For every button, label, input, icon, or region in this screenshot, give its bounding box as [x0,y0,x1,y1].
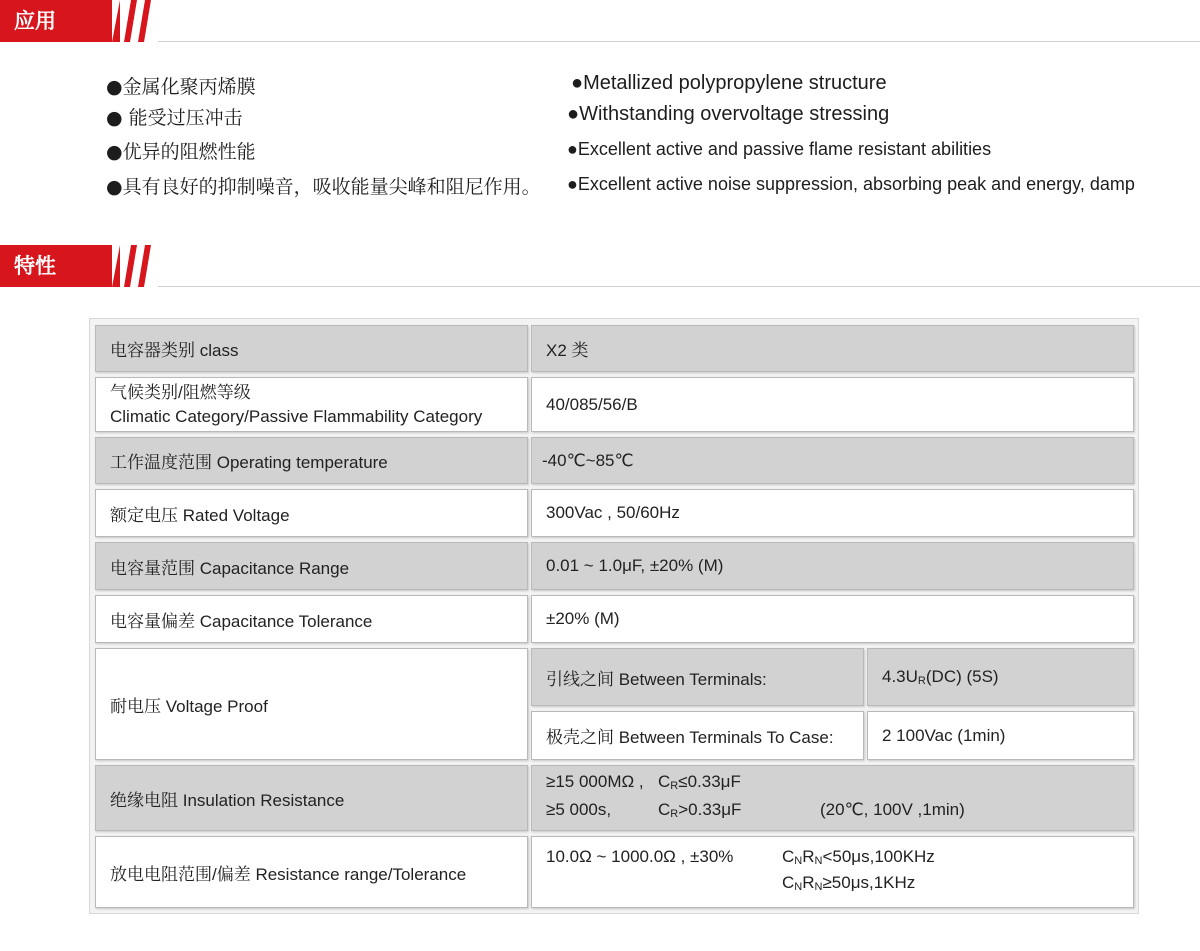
voltage-proof-terminals-value: $4.3U_R(DC)$ (5S) [882,667,999,687]
voltage-proof-between-terminals-label: 引线之间 Between Terminals: [531,648,864,706]
row-class-value: X2 类 [531,325,1134,372]
row-insulation-resistance-label: 绝缘电阻 Insulation Resistance [95,765,528,831]
row-voltage-proof-label: 耐电压 Voltage Proof [95,648,528,760]
row-class-label: 电容器类别 class [95,325,528,372]
discharge-cnrn-1: $C_NR_N<50\mu s,100KHz$ [782,847,935,867]
insulation-cr-2: $C_R>0.33\mu F$ [658,800,742,820]
discharge-line-2 [546,872,1133,898]
bullet-cn-2: ● 能受过压冲击 [106,107,243,129]
section-divider [158,286,1200,287]
discharge-line-1: 10.0Ω ~ 1000.0Ω , ±30% $C_NR_N<50\mu s,100KHz$ [546,846,1133,872]
bullet-cn-1: ●金属化聚丙烯膜 [106,76,256,98]
row-discharge-resistance-label: 放电电阻范围/偏差 Resistance range/Tolerance [95,836,528,908]
row-rated-voltage-value: 300Vac , 50/60Hz [531,489,1134,537]
row-capacitance-tolerance-label: 电容量偏差 Capacitance Tolerance [95,595,528,643]
row-climatic-value: 40/085/56/B [531,377,1134,432]
discharge-cnrn-2: $C_NR_N\ge 50\mu s,1KHz$ [782,873,916,893]
row-capacitance-tolerance-value: ±20% (M) [531,595,1134,643]
row-climatic-label: 气候类别/阻燃等级 Climatic Category/Passive Flammability Category [95,377,528,432]
row-capacitance-range-value: 0.01 ~ 1.0μF, ±20% (M) [531,542,1134,590]
insulation-line-2: ≥5 000s, $C_R>0.33\mu F$ (20℃, 100V ,1min) [546,798,1133,826]
insulation-line-1: ≥15 000MΩ , $C_R\le 0.33\mu F$ [546,770,1133,798]
bullet-en-3: ●Excellent active and passive flame resistant abilities [567,139,992,159]
row-rated-voltage-label: 额定电压 Rated Voltage [95,489,528,537]
row-insulation-resistance-value [531,765,1134,831]
spec-table [89,318,1139,914]
stripes-decoration [112,0,162,42]
stripes-decoration [112,245,162,287]
section-title: 特性 [0,245,120,287]
voltage-proof-terminals-to-case-value: 2 100Vac (1min) [867,711,1134,760]
bullet-cn-3: ●优异的阻燃性能 [106,141,256,163]
row-discharge-resistance-value [531,836,1134,908]
row-temperature-value: -40℃~85℃ [531,437,1134,484]
section-header-application [0,0,1200,42]
bullet-en-4: ●Excellent active noise suppression, absorbing peak and energy, damp [567,174,1135,194]
section-divider [158,41,1200,42]
bullet-cn-4: ●具有良好的抑制噪音，吸收能量尖峰和阻尼作用。 [106,176,541,198]
bullet-en-1: ●Metallized polypropylene structure [571,72,887,94]
application-bullets [0,70,1200,210]
section-header-features [0,245,1200,287]
voltage-proof-terminals-to-case-label: 极壳之间 Between Terminals To Case: [531,711,864,760]
voltage-proof-between-terminals-value [867,648,1134,706]
bullet-en-2: ●Withstanding overvoltage stressing [567,103,890,125]
section-title: 应用 [0,0,120,42]
row-temperature-label: 工作温度范围 Operating temperature [95,437,528,484]
row-capacitance-range-label: 电容量范围 Capacitance Range [95,542,528,590]
insulation-cr-1: $C_R\le 0.33\mu F$ [658,772,741,792]
